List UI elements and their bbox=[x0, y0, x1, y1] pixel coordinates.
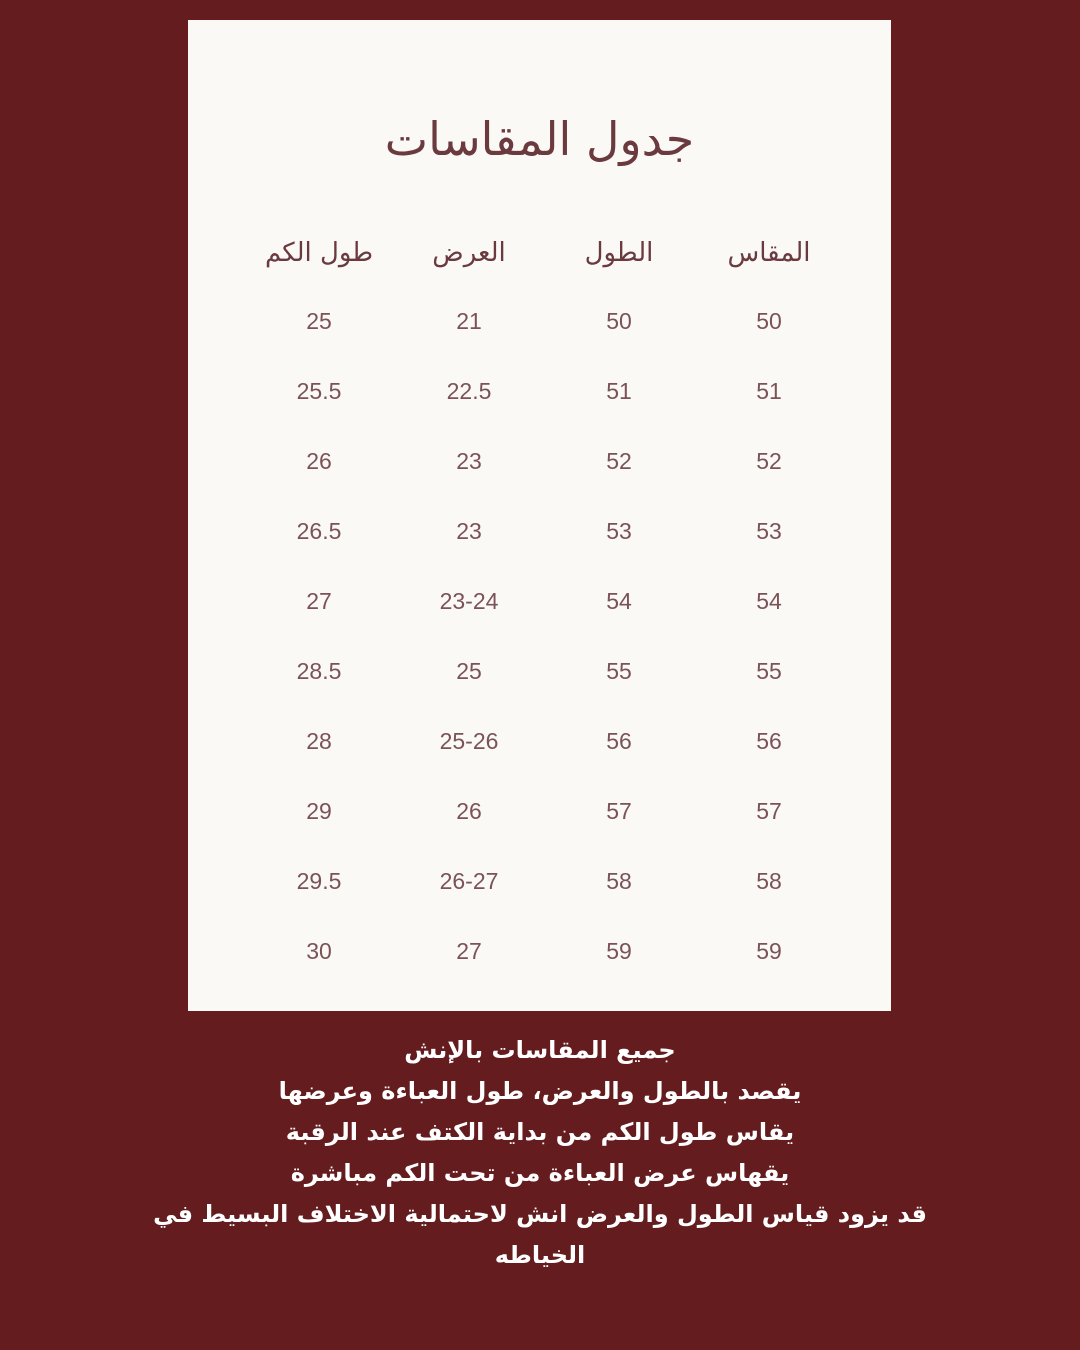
note-line: جميع المقاسات بالإنش bbox=[404, 1036, 676, 1064]
cell-width: 26-27 bbox=[439, 867, 499, 894]
table-row bbox=[244, 776, 844, 846]
cell-length: 56 bbox=[606, 727, 632, 754]
cell-width: 27 bbox=[456, 937, 482, 964]
cell-length: 59 bbox=[606, 937, 632, 964]
table-row bbox=[244, 636, 844, 706]
header-length: الطول bbox=[584, 238, 654, 268]
cell-size: 54 bbox=[756, 587, 782, 614]
size-chart-card bbox=[188, 20, 891, 1011]
size-table bbox=[244, 220, 844, 986]
size-chart-title: جدول المقاسات bbox=[384, 112, 695, 166]
table-row bbox=[244, 566, 844, 636]
cell-width: 22.5 bbox=[446, 377, 492, 404]
cell-length: 57 bbox=[606, 797, 632, 824]
cell-width: 26 bbox=[456, 797, 482, 824]
cell-size: 55 bbox=[756, 657, 782, 684]
cell-size: 57 bbox=[756, 797, 782, 824]
cell-length: 54 bbox=[606, 587, 632, 614]
cell-sleeve-length: 26.5 bbox=[296, 517, 342, 544]
cell-sleeve-length: 29.5 bbox=[296, 867, 342, 894]
cell-sleeve-length: 29 bbox=[306, 797, 332, 824]
note-line: يقهاس عرض العباءة من تحت الكم مباشرة bbox=[290, 1159, 790, 1187]
cell-sleeve-length: 28 bbox=[306, 727, 332, 754]
header-width: العرض bbox=[432, 238, 506, 268]
cell-size: 51 bbox=[756, 377, 782, 404]
cell-size: 53 bbox=[756, 517, 782, 544]
cell-size: 58 bbox=[756, 867, 782, 894]
cell-size: 59 bbox=[756, 937, 782, 964]
cell-width: 25-26 bbox=[439, 727, 499, 754]
cell-sleeve-length: 27 bbox=[306, 587, 332, 614]
header-sleeve-length: طول الكم bbox=[264, 238, 374, 268]
cell-length: 51 bbox=[606, 377, 632, 404]
cell-length: 53 bbox=[606, 517, 632, 544]
cell-length: 58 bbox=[606, 867, 632, 894]
header-size: المقاس bbox=[727, 238, 811, 268]
note-line: يقصد بالطول والعرض، طول العباءة وعرضها bbox=[278, 1077, 802, 1105]
cell-sleeve-length: 25 bbox=[306, 307, 332, 334]
cell-sleeve-length: 30 bbox=[306, 937, 332, 964]
table-row bbox=[244, 916, 844, 986]
cell-width: 21 bbox=[456, 307, 482, 334]
table-row bbox=[244, 706, 844, 776]
table-row bbox=[244, 286, 844, 356]
size-notes bbox=[110, 1030, 970, 1276]
cell-sleeve-length: 28.5 bbox=[296, 657, 342, 684]
note-line: يقاس طول الكم من بداية الكتف عند الرقبة bbox=[285, 1118, 795, 1146]
cell-sleeve-length: 25.5 bbox=[296, 377, 342, 404]
cell-length: 55 bbox=[606, 657, 632, 684]
cell-length: 52 bbox=[606, 447, 632, 474]
cell-size: 56 bbox=[756, 727, 782, 754]
note-line: قد يزود قياس الطول والعرض انش لاحتمالية الاختلاف البسيط في الخياطه bbox=[153, 1200, 927, 1269]
cell-sleeve-length: 26 bbox=[306, 447, 332, 474]
table-row bbox=[244, 426, 844, 496]
cell-length: 50 bbox=[606, 307, 632, 334]
table-header-row bbox=[244, 220, 844, 286]
cell-size: 52 bbox=[756, 447, 782, 474]
cell-width: 25 bbox=[456, 657, 482, 684]
cell-size: 50 bbox=[756, 307, 782, 334]
cell-width: 23 bbox=[456, 517, 482, 544]
cell-width: 23-24 bbox=[439, 587, 499, 614]
cell-width: 23 bbox=[456, 447, 482, 474]
table-row bbox=[244, 496, 844, 566]
table-row bbox=[244, 846, 844, 916]
table-row bbox=[244, 356, 844, 426]
